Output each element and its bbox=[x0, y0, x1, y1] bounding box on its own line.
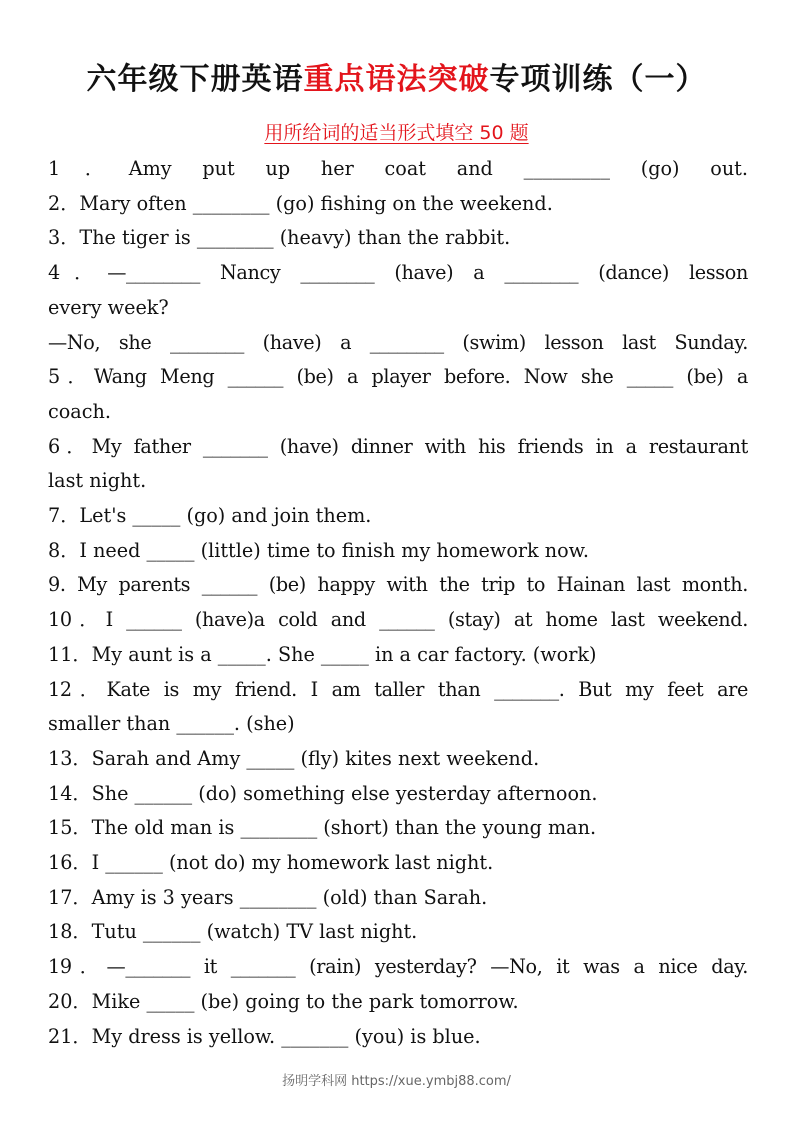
exercise-line-4-cont: every week? bbox=[48, 295, 169, 319]
exercise-line-13: 13．Sarah and Amy _____ (fly) kites next weekend. bbox=[48, 746, 540, 770]
exercise-line-3: 3．The tiger is ________ (heavy) than the rabbit. bbox=[48, 226, 511, 250]
exercise-line-20: 20．Mike _____ (be) going to the park tomorrow. bbox=[48, 989, 519, 1013]
exercise-line-12: 12．Kate is my friend. I am taller than _______. But my feet are bbox=[48, 677, 748, 701]
exercise-line-15: 15．The old man is ________ (short) than the young man. bbox=[48, 816, 597, 840]
exercise-line-1: 1．Amy put up her coat and _________ (go) out. bbox=[48, 157, 748, 180]
footer-watermark: 扬明学科网 https://xue.ymbj88.com/ bbox=[282, 1074, 511, 1089]
exercise-list bbox=[48, 152, 748, 1054]
exercise-line-4: 4．—________ Nancy ________ (have) a ________ (dance) lesson bbox=[48, 261, 748, 285]
exercise-line-8: 8．I need _____ (little) time to finish my homework now. bbox=[48, 538, 589, 562]
exercise-line-6-cont: last night. bbox=[48, 469, 147, 493]
exercise-line-12-cont: smaller than ______. (she) bbox=[48, 712, 295, 736]
exercise-line-18: 18．Tutu ______ (watch) TV last night. bbox=[48, 920, 418, 944]
exercise-line-5: 5．Wang Meng ______ (be) a player before. Now she _____ (be) a bbox=[48, 365, 748, 389]
exercise-line-21: 21．My dress is yellow. _______ (you) is blue. bbox=[48, 1024, 481, 1048]
exercise-line-6: 6．My father _______ (have) dinner with his friends in a restaurant bbox=[48, 434, 748, 458]
exercise-line-16: 16．I ______ (not do) my homework last night. bbox=[48, 851, 494, 875]
exercise-line-17: 17．Amy is 3 years ________ (old) than Sarah. bbox=[48, 885, 488, 909]
exercise-line-14: 14．She ______ (do) something else yesterday afternoon. bbox=[48, 781, 598, 805]
exercise-line-10: 10．I ______ (have)a cold and ______ (stay) at home last weekend. bbox=[48, 608, 748, 632]
exercise-line-4-answer: —No, she ________ (have) a ________ (swim) lesson last Sunday. bbox=[48, 330, 748, 354]
exercise-line-11: 11．My aunt is a _____. She _____ in a car factory. (work) bbox=[48, 642, 597, 666]
title-prefix: 六年级下册英语 bbox=[86, 62, 304, 97]
exercise-line-19: 19．—_______ it _______ (rain) yesterday? —No, it was a nice day. bbox=[48, 955, 748, 979]
title-highlight: 重点语法突破 bbox=[303, 62, 490, 97]
title-suffix: 专项训练（一） bbox=[489, 62, 707, 97]
page-subtitle: 用所给词的适当形式填空 50 题 bbox=[264, 122, 529, 144]
exercise-line-9: 9. My parents ______ (be) happy with the trip to Hainan last month. bbox=[48, 573, 748, 597]
exercise-line-5-cont: coach. bbox=[48, 399, 111, 423]
exercise-line-7: 7．Let's _____ (go) and join them. bbox=[48, 504, 372, 528]
page-title bbox=[0, 54, 793, 98]
exercise-line-2: 2．Mary often ________ (go) fishing on the weekend. bbox=[48, 191, 553, 215]
